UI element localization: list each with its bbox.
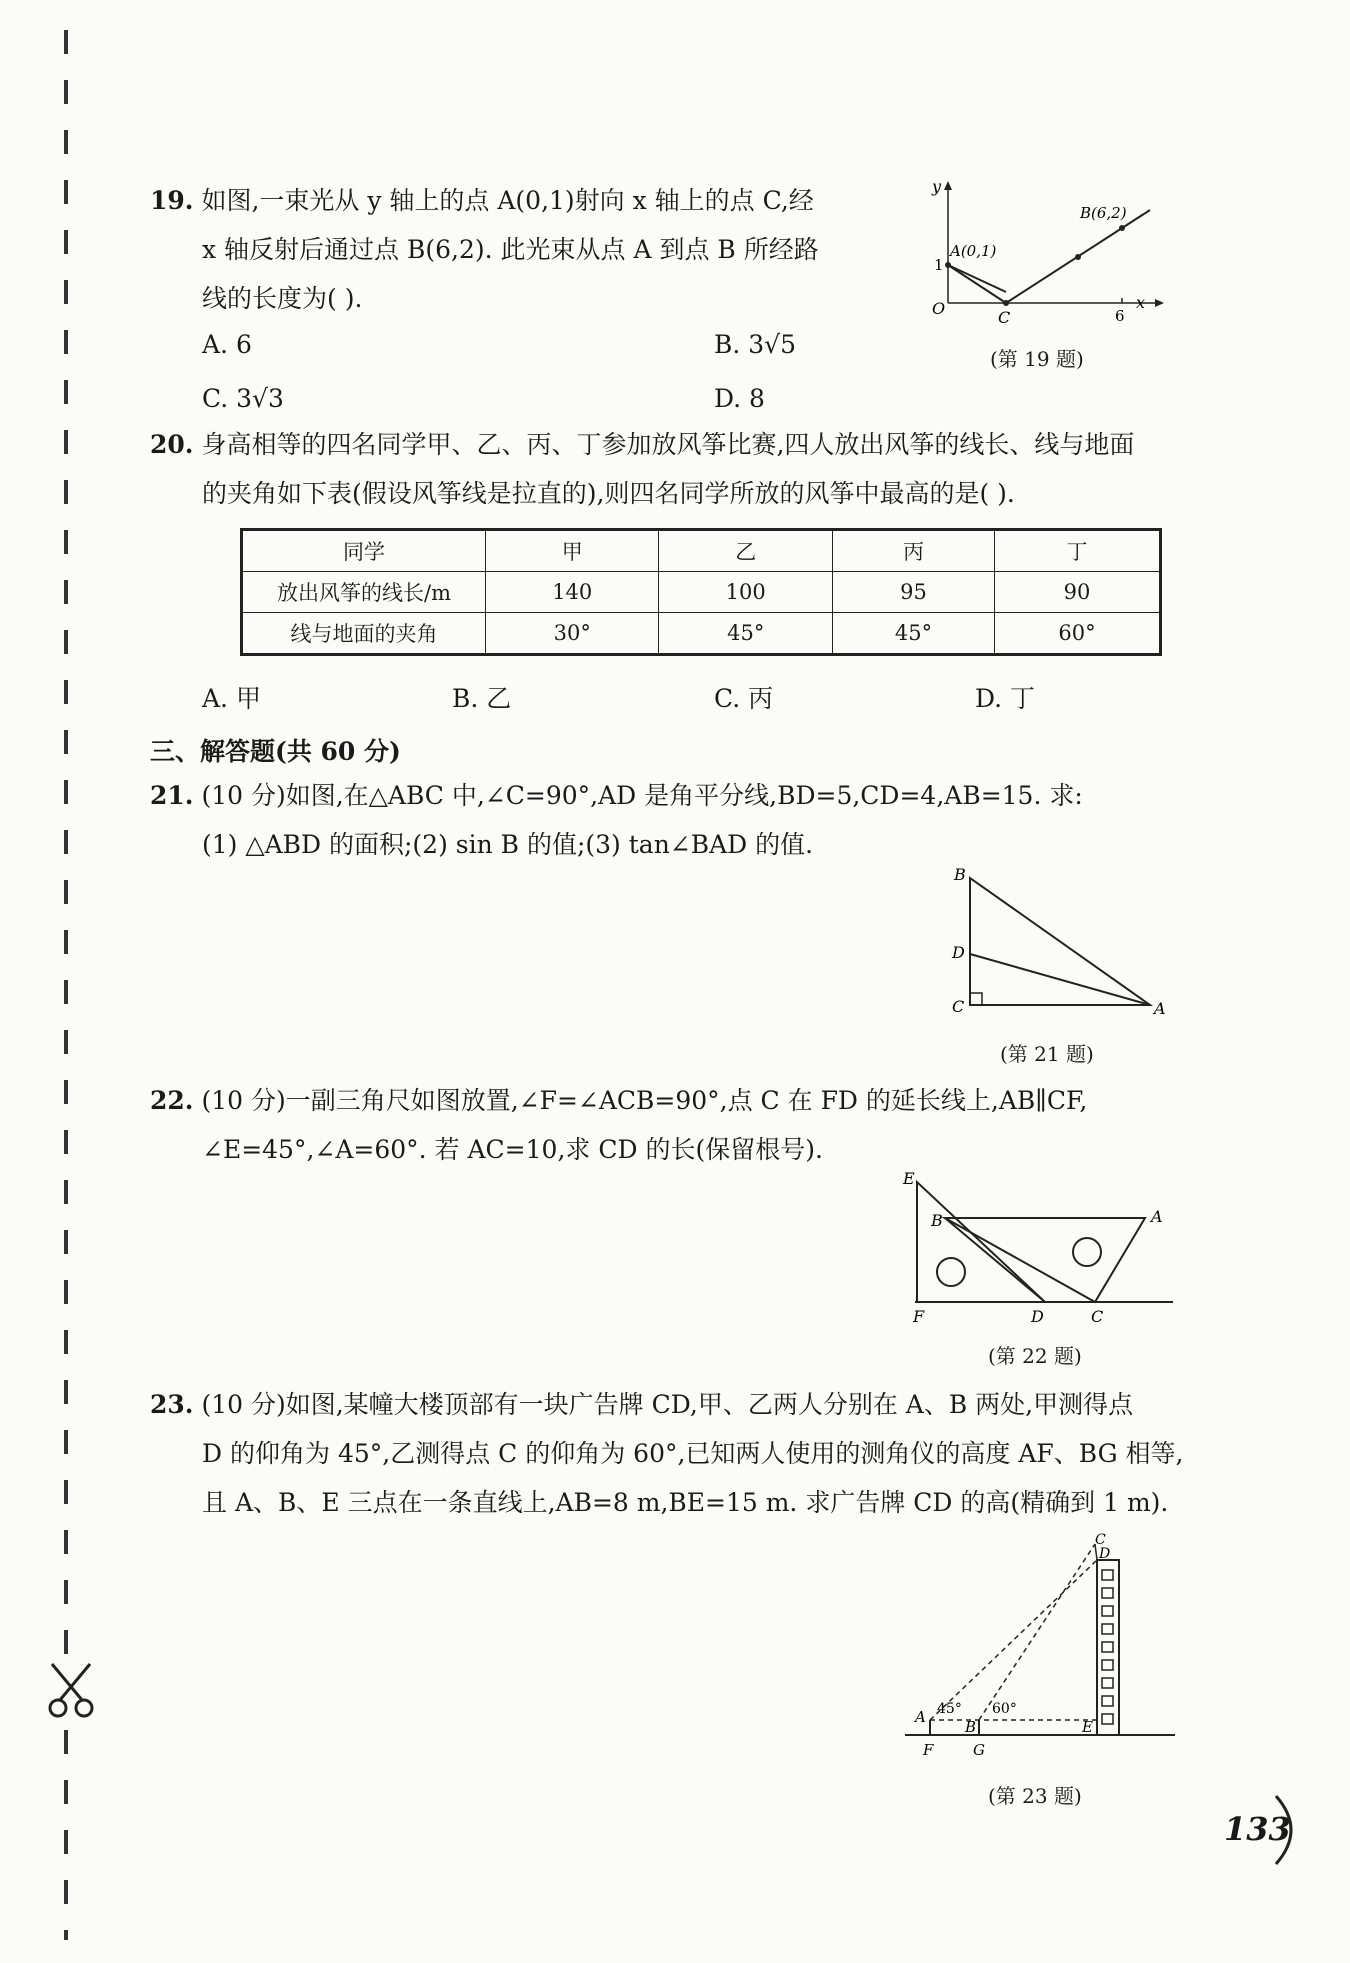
figure-caption: (第 21 题) <box>1000 1042 1094 1066</box>
axis-label-x: x <box>1136 293 1146 312</box>
option-d: D. 丁 <box>975 684 1036 713</box>
vertex-label-a: A <box>1154 999 1166 1018</box>
question-text: ∠E=45°,∠A=60°. 若 AC=10,求 CD 的长(保留根号). <box>202 1135 823 1164</box>
point-label-e: E <box>1082 1718 1093 1736</box>
point-label-c: C <box>1095 1532 1106 1548</box>
table-row <box>242 612 1161 654</box>
point-label-d: D <box>1099 1546 1111 1562</box>
question-number: 21. <box>150 781 194 810</box>
table-row <box>242 572 1161 613</box>
vertex-label-a: A <box>1151 1207 1163 1226</box>
angle-label: 45° <box>937 1701 962 1717</box>
question-number: 20. <box>150 430 194 459</box>
origin-label: O <box>932 299 946 318</box>
section-title: 三、解答题(共 60 分) <box>150 737 401 766</box>
table-cell: 95 <box>832 572 994 613</box>
option-b: B. 乙 <box>452 684 512 713</box>
question-19 <box>150 176 910 323</box>
question-number: 22. <box>150 1086 194 1115</box>
table-cell: 45° <box>832 612 994 654</box>
table-cell: 60° <box>994 612 1160 654</box>
question-text: x 轴反射后通过点 B(6,2). 此光束从点 A 到点 B 所经路 <box>202 235 819 264</box>
question-text: 线的长度为( ). <box>202 284 363 313</box>
question-text: D 的仰角为 45°,乙测得点 C 的仰角为 60°,已知两人使用的测角仪的高度 AF、BG 相等, <box>202 1439 1184 1468</box>
point-label-b: B <box>965 1718 977 1736</box>
scissors-icon <box>44 1655 98 1725</box>
question-text: (10 分)一副三角尺如图放置,∠F=∠ACB=90°,点 C 在 FD 的延长线上,AB∥CF, <box>201 1086 1088 1115</box>
table-cell: 甲 <box>486 530 659 572</box>
table-row <box>242 530 1161 572</box>
question-text: (10 分)如图,某幢大楼顶部有一块广告牌 CD,甲、乙两人分别在 A、B 两处,甲测得点 <box>201 1390 1134 1419</box>
question-23 <box>150 1380 1250 1527</box>
question-text: 身高相等的四名同学甲、乙、丙、丁参加放风筝比赛,四人放出风筝的线长、线与地面 <box>201 430 1135 459</box>
table-cell: 乙 <box>659 530 832 572</box>
option-c: C. 丙 <box>714 684 774 713</box>
question-text: 且 A、B、E 三点在一条直线上,AB=8 m,BE=15 m. 求广告牌 CD 的高(精确到 1 m). <box>202 1488 1169 1517</box>
figure-21 <box>940 862 1180 1022</box>
question-20 <box>150 420 1230 518</box>
point-label-g: G <box>973 1741 985 1759</box>
axis-label-y: y <box>932 178 942 196</box>
angle-label: 60° <box>992 1701 1017 1717</box>
question-text: 的夹角如下表(假设风筝线是拉直的),则四名同学所放的风筝中最高的是( ). <box>202 479 1015 508</box>
point-label-a: A(0,1) <box>950 242 997 260</box>
vertex-label-d: D <box>952 943 965 962</box>
cut-line <box>64 30 68 1940</box>
table-cell: 放出风筝的线长/m <box>242 572 486 613</box>
option-b: B. 3√5 <box>714 330 797 359</box>
option-a: A. 6 <box>202 330 252 359</box>
vertex-label-e: E <box>903 1170 915 1188</box>
tick-label: 6 <box>1115 307 1125 325</box>
question-text: (1) △ABD 的面积;(2) sin B 的值;(3) tan∠BAD 的值. <box>202 830 814 859</box>
question-number: 19. <box>150 186 194 215</box>
page-number: 133 <box>1224 1810 1291 1848</box>
vertex-label-c: C <box>952 997 965 1016</box>
question-number: 23. <box>150 1390 194 1419</box>
vertex-label-b: B <box>931 1211 943 1230</box>
figure-22 <box>895 1170 1185 1330</box>
figure-19 <box>910 178 1170 328</box>
point-label-b: B(6,2) <box>1080 204 1127 222</box>
option-a: A. 甲 <box>202 684 261 713</box>
table-cell: 90 <box>994 572 1160 613</box>
table-cell: 同学 <box>242 530 486 572</box>
question-text: (10 分)如图,在△ABC 中,∠C=90°,AD 是角平分线,BD=5,CD=4,AB=15. 求: <box>201 781 1083 810</box>
option-d: D. 8 <box>714 384 765 413</box>
figure-caption: (第 23 题) <box>988 1784 1082 1808</box>
table-cell: 100 <box>659 572 832 613</box>
table-cell: 140 <box>486 572 659 613</box>
question-text: 如图,一束光从 y 轴上的点 A(0,1)射向 x 轴上的点 C,经 <box>201 186 814 215</box>
figure-caption: (第 22 题) <box>988 1344 1082 1368</box>
vertex-label-c: C <box>1091 1307 1104 1326</box>
vertex-label-f: F <box>913 1307 925 1326</box>
page-number-bracket <box>1270 1790 1310 1870</box>
question-22 <box>150 1076 1240 1174</box>
option-c: C. 3√3 <box>202 384 284 413</box>
vertex-label-d: D <box>1031 1307 1044 1326</box>
point-label-f: F <box>923 1741 934 1759</box>
table-cell: 丙 <box>832 530 994 572</box>
vertex-label-b: B <box>954 865 966 884</box>
kite-table <box>240 528 1162 656</box>
point-label-a: A <box>915 1708 926 1726</box>
table-cell: 30° <box>486 612 659 654</box>
figure-caption: (第 19 题) <box>990 347 1084 371</box>
building-windows <box>1102 1570 1113 1724</box>
tick-label: 1 <box>934 256 944 274</box>
point-label-c: C <box>998 308 1011 327</box>
table-cell: 45° <box>659 612 832 654</box>
table-cell: 线与地面的夹角 <box>242 612 486 654</box>
table-cell: 丁 <box>994 530 1160 572</box>
figure-23 <box>895 1530 1185 1760</box>
question-21 <box>150 771 1240 869</box>
